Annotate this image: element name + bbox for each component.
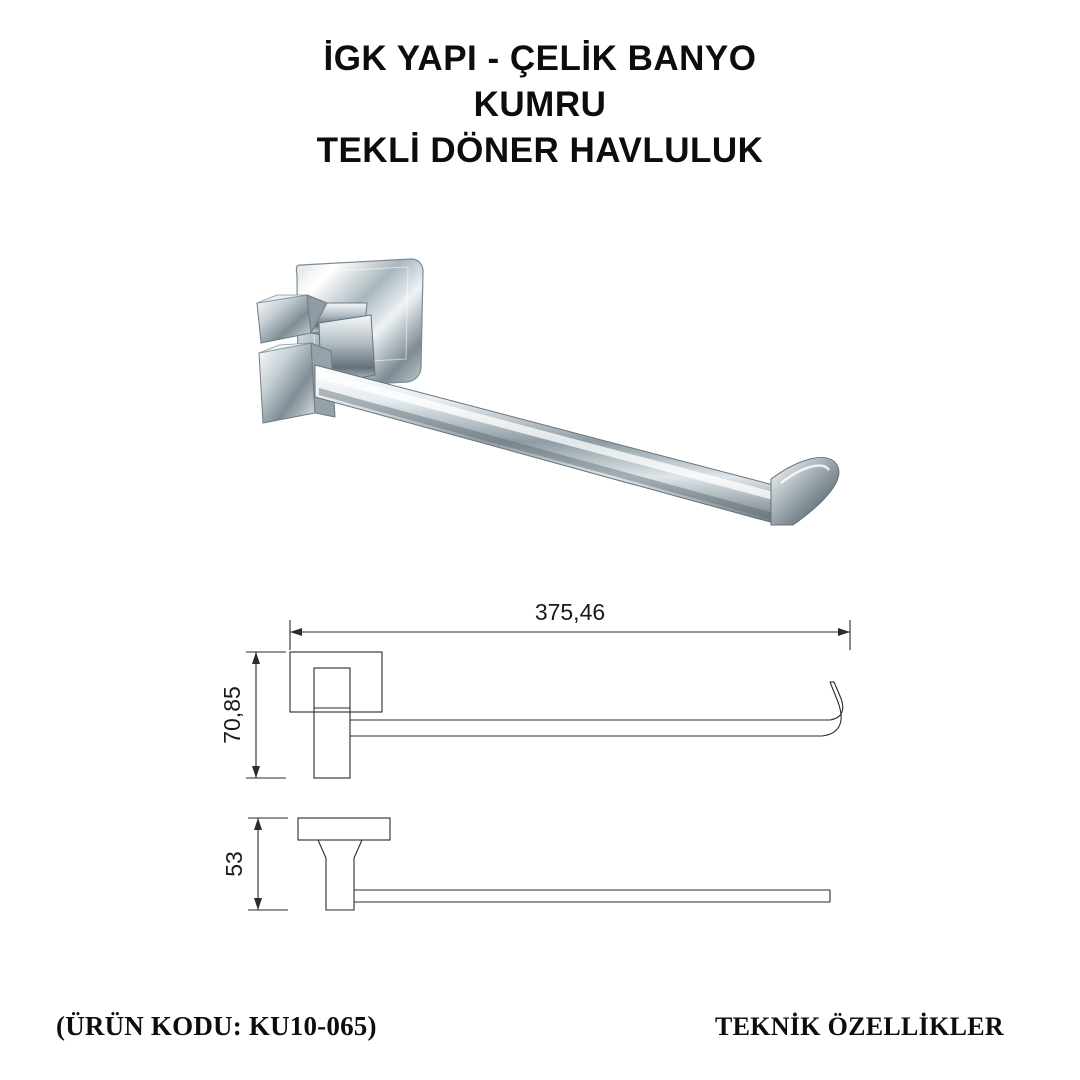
title-line-1: İGK YAPI - ÇELİK BANYO <box>323 39 757 78</box>
width-dimension <box>248 818 288 910</box>
technical-drawings <box>190 590 910 940</box>
technical-specs-label: TEKNİK ÖZELLİKLER <box>714 1012 1004 1041</box>
product-illustration <box>215 225 895 565</box>
width-dimension-label: 53 <box>221 851 247 877</box>
title-line-3: TEKLİ DÖNER HAVLULUK <box>316 131 764 170</box>
height-dimension-label: 70,85 <box>219 686 245 744</box>
height-dimension <box>246 652 286 778</box>
side-view-drawing <box>290 652 843 778</box>
title-block <box>0 36 1080 174</box>
length-dimension-label: 375,46 <box>534 599 606 625</box>
bar-end-tip-icon <box>771 457 839 525</box>
product-photo <box>215 225 895 565</box>
top-view-drawing <box>298 818 830 910</box>
title-line-2: KUMRU <box>473 85 607 124</box>
towel-bar-icon <box>315 365 781 525</box>
product-code-label: (ÜRÜN KODU: KU10-065) <box>56 1011 377 1041</box>
dimension-drawing <box>190 590 910 940</box>
